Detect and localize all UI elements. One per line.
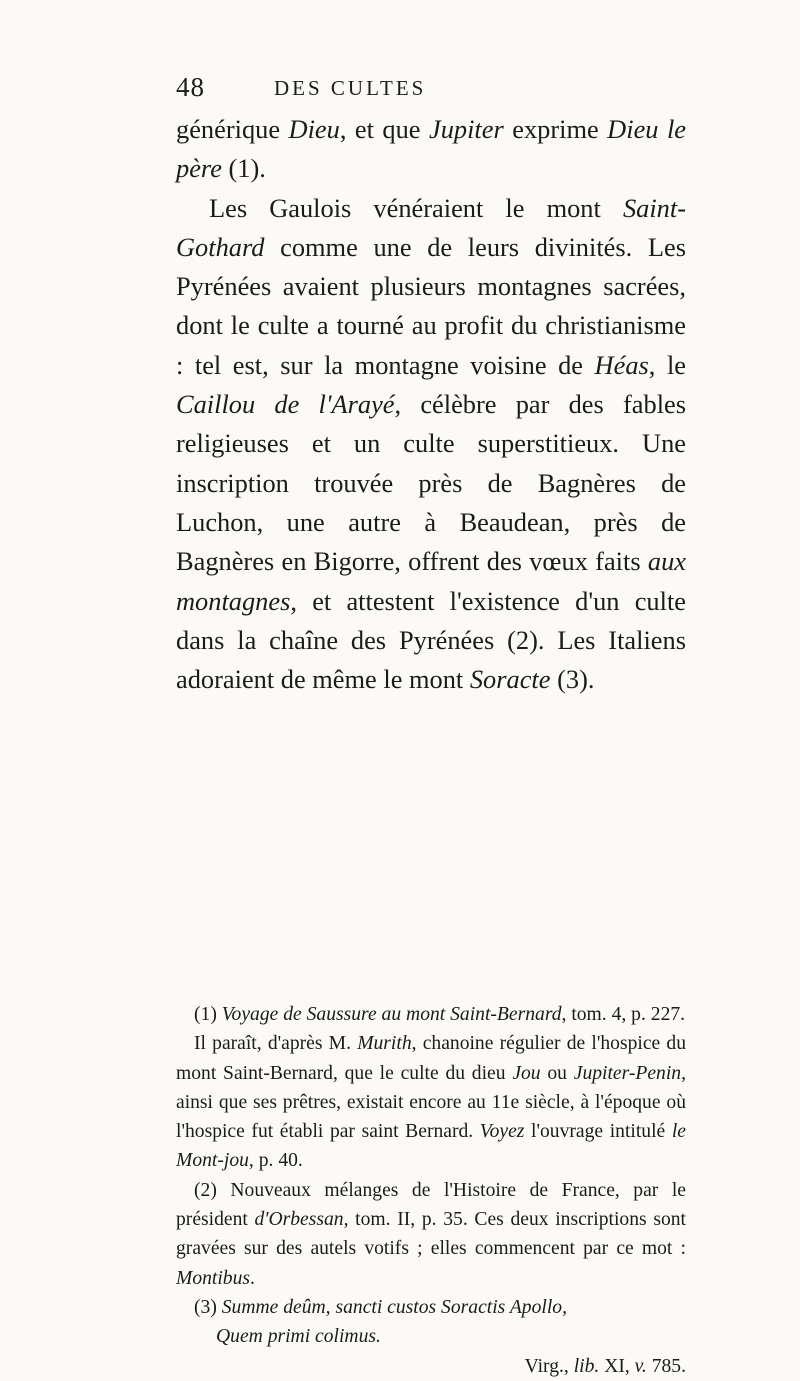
footnote-3-citation xyxy=(176,1352,686,1381)
text-run: (1). xyxy=(221,153,266,184)
footnote-2 xyxy=(176,1176,686,1293)
text-run: Caillou de l'Arayé xyxy=(176,389,395,420)
text-run: Voyage de Saussure au mont Saint-Bernard xyxy=(221,1004,562,1025)
text-run: 785. xyxy=(646,1355,686,1377)
running-head: DES CULTES xyxy=(274,76,427,100)
paragraph-2 xyxy=(176,189,686,700)
footnotes xyxy=(176,1000,686,1381)
text-run: d'Orbessan xyxy=(254,1209,344,1231)
text-run: v. xyxy=(634,1355,647,1377)
text-run: Summe deûm, sancti custos Soractis Apollo, xyxy=(221,1296,567,1318)
text-run: , chanoine régulier de l'hospice du mont Saint-Bernard, que le culte du dieu xyxy=(176,1033,686,1084)
text-run: . xyxy=(250,1267,255,1289)
text-run: (3) xyxy=(194,1296,222,1318)
paragraph-1 xyxy=(176,110,686,189)
text-run: (3). xyxy=(550,664,595,695)
page-header xyxy=(176,72,646,112)
text-run: Jou xyxy=(512,1062,541,1084)
text-run: Murith xyxy=(357,1033,412,1055)
footnote-3-verse xyxy=(176,1322,686,1351)
text-run: Soracte xyxy=(469,664,551,695)
text-run: lib. xyxy=(573,1355,600,1377)
text-run: Saint-Gothard xyxy=(176,192,686,262)
text-run: Voyez xyxy=(479,1121,525,1143)
text-run: ou xyxy=(540,1062,574,1084)
text-run: XI, xyxy=(599,1355,635,1377)
text-run: Virg., xyxy=(524,1355,574,1377)
text-run: , tom. 4, p. 227. xyxy=(561,1004,686,1025)
page-number: 48 xyxy=(176,72,205,102)
text-run: (2) Nouveaux mélanges de l'Histoire de France, par le président xyxy=(176,1179,686,1231)
text-run: Quem primi colimus. xyxy=(216,1326,381,1348)
text-run: le Mont-jou xyxy=(176,1121,686,1172)
text-run: Montibus xyxy=(176,1267,251,1289)
text-run: (1) xyxy=(194,1004,222,1025)
text-run: Il paraît, d'après M. xyxy=(194,1033,358,1055)
text-run: , et que xyxy=(339,114,429,144)
text-run: Dieu le père xyxy=(176,114,686,184)
text-run: aux montagnes xyxy=(176,546,686,616)
text-run: exprime xyxy=(503,114,608,144)
text-run: Les Gaulois vénéraient le mont xyxy=(209,192,623,223)
text-run: Héas xyxy=(594,349,649,380)
text-run: , célèbre par des fables religieuses et un culte superstitieux. Une inscription trouvée près de Bagnères de Luchon, une autre à Beaudean, près de Bagnères en Bigorre, offrent des vœux faits xyxy=(176,389,687,577)
footnote-1-continuation xyxy=(176,1029,686,1175)
text-run: Jupiter xyxy=(429,114,504,144)
main-text xyxy=(176,110,686,699)
text-run: l'ouvrage intitulé xyxy=(524,1121,672,1143)
text-run: , le xyxy=(648,349,686,380)
text-run: , tom. II, p. 35. Ces deux inscriptions sont gravées sur des autels votifs ; elles commencent par ce mot : xyxy=(176,1209,686,1260)
footnote-1 xyxy=(176,1000,686,1029)
text-run: Jupiter-Penin xyxy=(573,1062,682,1084)
footnote-3 xyxy=(176,1293,686,1322)
text-run: générique xyxy=(176,114,289,144)
text-run: , ainsi que ses prêtres, existait encore au 11e siècle, à l'époque où l'hospice fut établi par saint Bernard. xyxy=(176,1062,686,1143)
text-run: , et attestent l'existence d'un culte dans la chaîne des Pyrénées (2). Les Italiens adoraient de même le mont xyxy=(176,585,686,695)
text-run: , p. 40. xyxy=(248,1150,303,1172)
text-run: Dieu xyxy=(288,114,340,144)
text-run: comme une de leurs divinités. Les Pyrénées avaient plusieurs montagnes sacrées, dont le culte a tourné au profit du christianisme : tel est, sur la montagne voisine de xyxy=(176,231,686,380)
